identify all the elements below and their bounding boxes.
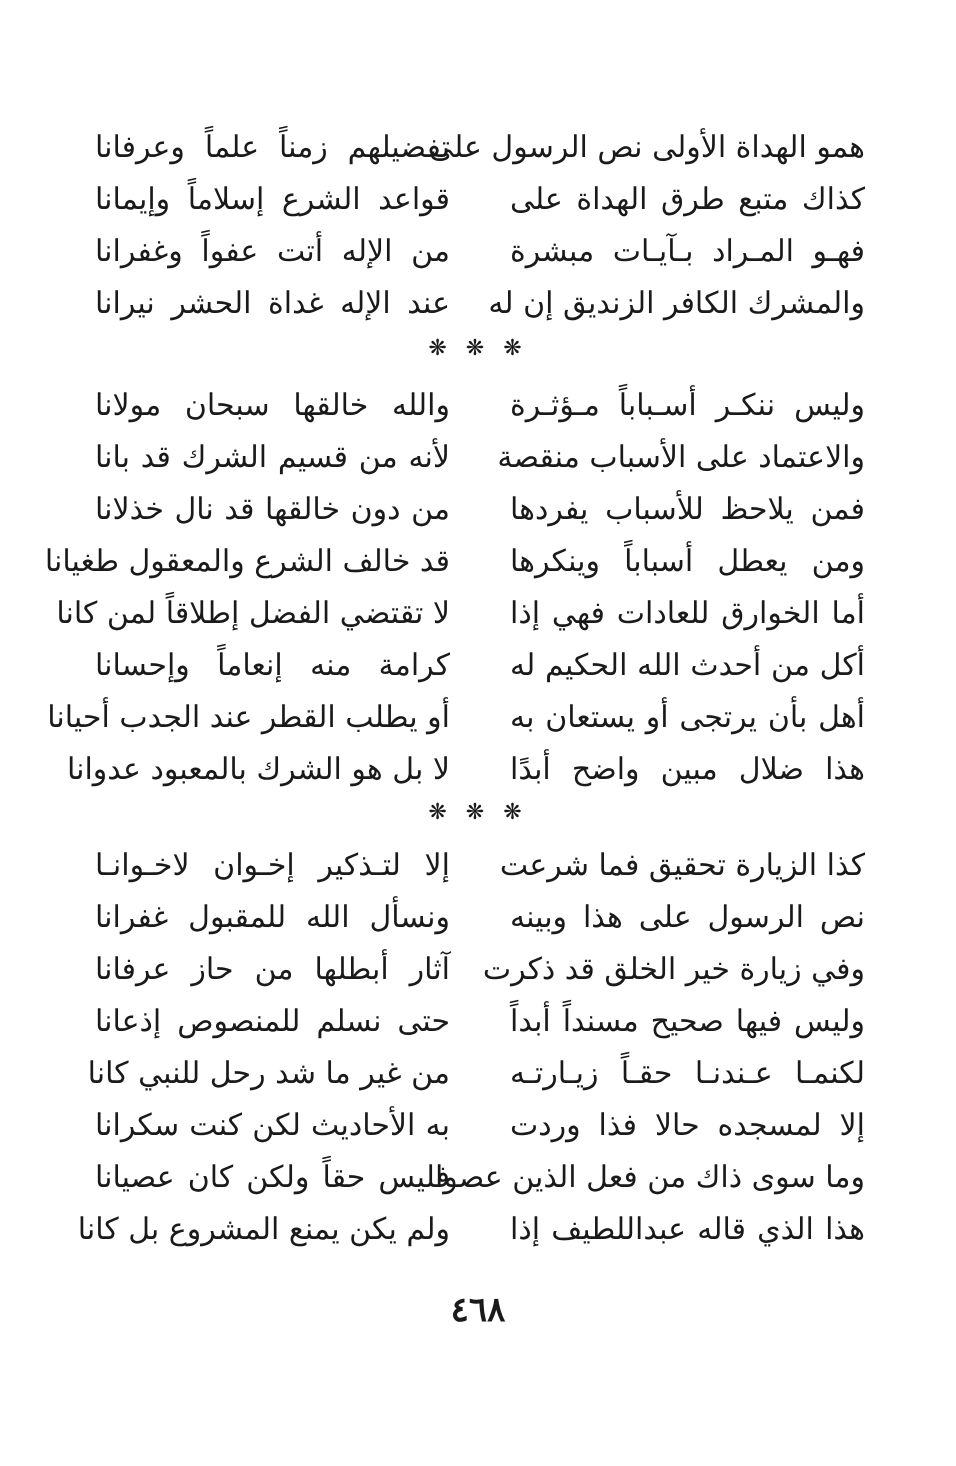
verse bbox=[87, 1048, 865, 1100]
verse-first-hemistich: والمشرك الكافر الزنديق إن له bbox=[488, 286, 865, 321]
verse-first-hemistich: همو الهداة الأولى نص الرسول على bbox=[429, 130, 865, 165]
verse-second-hemistich: حتى نسلم للمنصوص إذعانا bbox=[95, 1004, 450, 1039]
verse bbox=[95, 996, 865, 1048]
verse-second-hemistich: لا بل هو الشرك بالمعبود عدوانا bbox=[66, 752, 450, 787]
verse-second-hemistich: أو يطلب القطر عند الجدب أحيانا bbox=[47, 700, 450, 735]
stanza-3 bbox=[77, 840, 865, 1256]
verse bbox=[95, 122, 865, 174]
verse-second-hemistich: من دون خالقها قد نال خذلانا bbox=[95, 492, 450, 527]
verse-second-hemistich: من غير ما شد رحل للنبي كانا bbox=[87, 1056, 450, 1091]
verse-second-hemistich: والله خالقها سبحان مولانا bbox=[95, 388, 450, 423]
verse-second-hemistich: إلا لتـذكير إخـوان لاخـوانـا bbox=[95, 848, 450, 883]
page-number: ٤٦٨ bbox=[450, 1290, 506, 1330]
verse bbox=[77, 1204, 865, 1256]
verse bbox=[95, 1100, 865, 1152]
verse-second-hemistich: من الإله أتت عفواً وغفرانا bbox=[95, 234, 450, 269]
stanza-separator: ❋ ❋ ❋ bbox=[428, 800, 528, 825]
verse-first-hemistich: أما الخوارق للعادات فهي إذا bbox=[510, 596, 865, 631]
verse bbox=[56, 588, 865, 640]
stanza-2 bbox=[44, 380, 865, 796]
verse-first-hemistich: كذا الزيارة تحقيق فما شرعت bbox=[499, 848, 865, 883]
verse-first-hemistich: والاعتماد على الأسباب منقصة bbox=[497, 440, 865, 475]
verse-second-hemistich: قواعد الشرع إسلاماً وإيمانا bbox=[95, 182, 450, 217]
verse-second-hemistich: به الأحاديث لكن كنت سكرانا bbox=[95, 1108, 450, 1143]
verse-first-hemistich: هذا الذي قاله عبداللطيف إذا bbox=[510, 1212, 865, 1247]
verse-first-hemistich: وما سوى ذاك من فعل الذين عصوا bbox=[434, 1160, 865, 1195]
verse bbox=[47, 692, 865, 744]
verse-second-hemistich: لأنه من قسيم الشرك قد بانا bbox=[95, 440, 450, 475]
verse-first-hemistich: وليس ننكـر أسـباباً مـؤثـرة bbox=[510, 388, 865, 423]
verse bbox=[44, 536, 865, 588]
stanza-separator: ❋ ❋ ❋ bbox=[428, 336, 528, 361]
stanza-1 bbox=[95, 122, 865, 330]
verse-first-hemistich: نص الرسول على هذا وبينه bbox=[510, 900, 865, 935]
verse bbox=[95, 226, 865, 278]
verse-second-hemistich: تفضيلهم زمناً علماً وعرفانا bbox=[95, 130, 450, 165]
verse bbox=[95, 380, 865, 432]
verse bbox=[95, 944, 865, 996]
verse bbox=[95, 1152, 865, 1204]
verse-second-hemistich: لا تقتضي الفضل إطلاقاً لمن كانا bbox=[56, 596, 450, 631]
verse-first-hemistich: ومن يعطل أسباباً وينكرها bbox=[510, 544, 865, 579]
verse-first-hemistich: وليس فيها صحيح مسنداً أبداً bbox=[510, 1004, 865, 1039]
verse bbox=[95, 640, 865, 692]
verse-first-hemistich: أكل من أحدث الله الحكيم له bbox=[510, 648, 865, 683]
verse-first-hemistich: إلا لمسجده حالا فذا وردت bbox=[510, 1108, 865, 1143]
verse-first-hemistich: كذاك متبع طرق الهداة على bbox=[510, 182, 865, 217]
verse-first-hemistich: لكنمـا عـندنـا حقـاً زيـارتـه bbox=[510, 1056, 865, 1091]
verse-first-hemistich: فهـو المـراد بـآيـات مبشرة bbox=[510, 234, 865, 269]
verse-second-hemistich: عند الإله غداة الحشر نيرانا bbox=[95, 286, 450, 321]
verse bbox=[95, 484, 865, 536]
verse-second-hemistich: فليس حقاً ولكن كان عصيانا bbox=[95, 1160, 450, 1195]
verse-first-hemistich: هذا ضلال مبين واضح أبدًا bbox=[510, 752, 865, 787]
verse-second-hemistich: ولم يكن يمنع المشروع بل كانا bbox=[77, 1212, 450, 1247]
verse bbox=[95, 278, 865, 330]
verse bbox=[95, 840, 865, 892]
verse-second-hemistich: قد خالف الشرع والمعقول طغيانا bbox=[44, 544, 450, 579]
verse bbox=[95, 174, 865, 226]
verse-second-hemistich: ونسأل الله للمقبول غفرانا bbox=[95, 900, 450, 935]
verse bbox=[95, 432, 865, 484]
verse-second-hemistich: آثار أبطلها من حاز عرفانا bbox=[95, 952, 450, 987]
verse bbox=[66, 744, 865, 796]
verse-first-hemistich: فمن يلاحظ للأسباب يفردها bbox=[510, 492, 865, 527]
verse-first-hemistich: وفي زيارة خير الخلق قد ذكرت bbox=[482, 952, 865, 987]
verse bbox=[95, 892, 865, 944]
verse-first-hemistich: أهل بأن يرتجى أو يستعان به bbox=[510, 700, 865, 735]
verse-second-hemistich: كرامة منه إنعاماً وإحسانا bbox=[95, 648, 450, 683]
